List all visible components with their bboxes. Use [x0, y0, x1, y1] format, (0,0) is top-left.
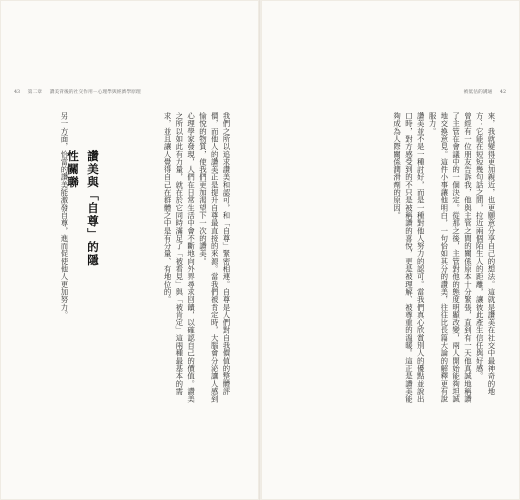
right-paragraph: 曾經有一位朋友告訴我，他與主管之間的關係原本十分緊張，直到有一天他真誠地稱讚了主管在會議中的一個決定。從那之後，主管對他的態度明顯改變，兩人開始能夠坦誠地交換意見。這件小事讓他明白，一句恰如其分的讚美，往往比長篇大論的解釋更有說服力。: [428, 112, 473, 403]
right-running-title: 被低估的溝通: [463, 90, 493, 95]
left-paragraph: 我們之所以追求讚美和認可，和「自尊」緊密相連。自尊是人們對自我價值的整體評價，而他人的讚美正是提升自尊最直接的來源。當我們被肯定時，大腦會分泌讓人感到愉悅的物質，使我們更加渴望下一次的讚美。: [198, 112, 231, 403]
left-page: [0, 0, 259, 500]
left-body-text-lower: [28, 112, 70, 404]
left-paragraph: 心理學家發現，人們在日常生活中會不斷地向外界尋求回饋，以確認自己的價值。讚美之所以如此有力量，就在於它同時滿足了「被看見」與「被肯定」這兩種最基本的需求，並且讓人覺得自己在群體之中是有分量、有地位的。: [163, 112, 196, 403]
left-running-title: 讚美背後的社交作用－心理學與經濟學原理: [49, 90, 141, 95]
left-chapter-label: 第二章: [27, 90, 43, 95]
left-body-text-upper: [108, 112, 232, 404]
left-page-header: [0, 88, 259, 98]
right-paragraph: 來，我就變得更加親近，也更願意分享自己的想法。這就是讚美在社交中最神奇的地方：它能在短短幾句話之間，拉近兩個陌生人的距離，讓彼此產生信任與好感。: [475, 112, 496, 396]
left-paragraph: 另一方面，恰當的讚美能激發自尊，進而促使他人更加努力。: [60, 112, 69, 319]
right-page-header: [261, 88, 520, 98]
right-page-number: 42: [499, 90, 506, 95]
left-page-number: 43: [14, 90, 21, 95]
right-body-text: [289, 112, 497, 404]
right-page: [261, 0, 520, 500]
right-paragraph: 讚美並不是一種討好，而是一種對他人努力的認可。當我們真心欣賞別人的優點並說出口時，對方感受到的不只是被稱讚的喜悅，更是被理解、被尊重的溫暖。這正是讚美能夠成為人際關係潤滑劑的原因。: [392, 112, 426, 403]
section-heading: 讚美與「自尊」的隱性關聯: [66, 150, 100, 267]
